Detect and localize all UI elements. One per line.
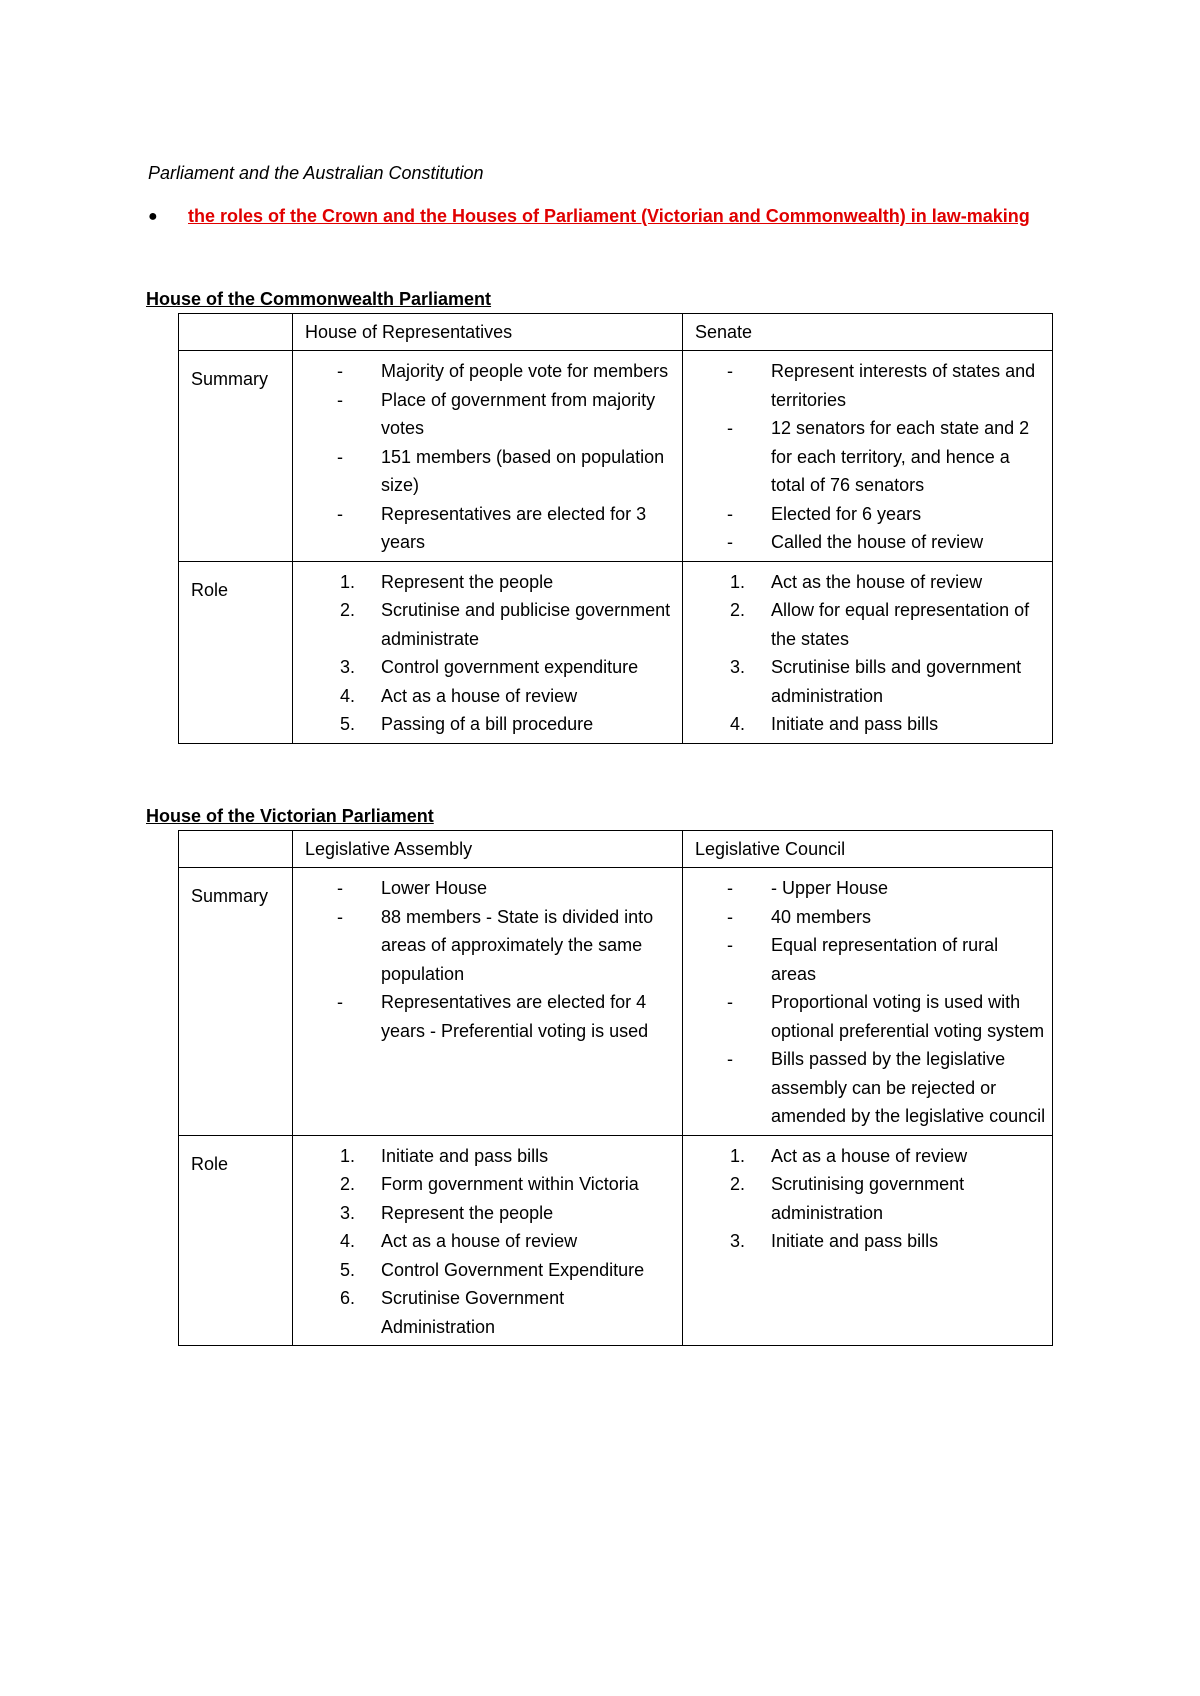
table-cell xyxy=(683,1135,1053,1346)
table-header-row xyxy=(179,831,1053,868)
table-row xyxy=(179,561,1053,743)
list-item-text: Elected for 6 years xyxy=(771,503,922,524)
list-item xyxy=(293,1284,676,1341)
list-item xyxy=(293,988,676,1045)
list-item-text: Act as a house of review xyxy=(771,1145,968,1166)
list-item xyxy=(683,903,1046,932)
list-dash: - xyxy=(727,1049,733,1069)
list-dash: - xyxy=(337,361,343,381)
list-item xyxy=(683,653,1046,710)
list-item xyxy=(293,596,676,653)
list-item-text: Scrutinise Government Administration xyxy=(381,1288,565,1337)
list-item xyxy=(293,1199,676,1228)
table-cell xyxy=(293,1135,683,1346)
list-item-text: Allow for equal representation of the states xyxy=(771,600,1030,649)
list-dash: - xyxy=(727,935,733,955)
table-cell xyxy=(293,868,683,1136)
list-item-text: Form government within Victoria xyxy=(381,1174,639,1194)
list-item xyxy=(683,1170,1046,1227)
commonwealth-table xyxy=(178,313,1053,744)
list-item-text: Passing of a bill procedure xyxy=(381,714,594,734)
list-item xyxy=(293,500,676,557)
document-title: Parliament and the Australian Constitution xyxy=(148,163,484,183)
list-number: 3. xyxy=(339,657,355,677)
list-item xyxy=(293,710,676,739)
list-item xyxy=(683,874,1046,903)
list-item-text: Proportional voting is used with optional preferential voting system xyxy=(771,992,1045,1041)
table-row xyxy=(179,351,1053,562)
list-item xyxy=(293,874,676,903)
list-dash: - xyxy=(337,906,343,927)
table-cell xyxy=(293,561,683,743)
table-cell xyxy=(683,561,1053,743)
list-item xyxy=(683,568,1046,597)
list-item-text: Representatives are elected for 4 years - Preferential voting is used xyxy=(381,992,649,1041)
bullet-icon: ● xyxy=(148,208,158,225)
list-item xyxy=(293,1256,676,1285)
list-item xyxy=(683,596,1046,653)
list-number: 2. xyxy=(339,1174,355,1194)
list-dash: - xyxy=(337,446,343,467)
list-dash: - xyxy=(727,532,733,552)
list-item xyxy=(293,903,676,989)
list-item-text: Majority of people vote for members xyxy=(381,361,669,381)
list-item xyxy=(293,682,676,711)
list-item-text: Represent interests of states and territories xyxy=(771,361,1036,410)
list-item-text: Initiate and pass bills xyxy=(771,714,939,734)
list-item xyxy=(293,1142,676,1171)
list-item-text: Bills passed by the legislative assembly can be rejected or amended by the legislative council xyxy=(771,1049,1046,1126)
list-item-text: 12 senators for each state and 2 for each territory, and hence a total of 76 senators xyxy=(771,418,1030,495)
column-header: Senate xyxy=(683,314,1053,351)
list-number: 3. xyxy=(729,657,745,677)
list-item-text: Representatives are elected for 3 years xyxy=(381,503,647,552)
list-item xyxy=(683,1045,1046,1131)
list-number: 2. xyxy=(729,1174,745,1194)
list-item xyxy=(683,931,1046,988)
list-dash: - xyxy=(727,906,733,927)
list-number: 5. xyxy=(339,714,355,734)
list-item-text: Act as a house of review xyxy=(381,685,578,706)
list-number: 4. xyxy=(339,1231,355,1251)
list-dash: - xyxy=(337,389,343,410)
list-item-text: Act as a house of review xyxy=(381,1231,578,1251)
list-item xyxy=(293,357,676,386)
list-number: 2. xyxy=(339,600,355,620)
column-header: House of Representatives xyxy=(293,314,683,351)
list-item xyxy=(683,528,1046,557)
list-number: 6. xyxy=(339,1288,355,1308)
list-item xyxy=(293,653,676,682)
list-number: 1. xyxy=(339,571,355,592)
row-label: Summary xyxy=(179,351,293,562)
list-dash: - xyxy=(727,503,733,524)
table-cell xyxy=(683,351,1053,562)
list-number: 1. xyxy=(729,1145,745,1166)
list-dash: - xyxy=(337,992,343,1012)
list-number: 4. xyxy=(729,714,745,734)
list-item-text: Place of government from majority votes xyxy=(381,389,656,438)
list-item xyxy=(683,357,1046,414)
list-item-text: - Upper House xyxy=(771,878,889,898)
table-header-row xyxy=(179,314,1053,351)
list-dash: - xyxy=(727,361,733,381)
list-item-text: Act as the house of review xyxy=(771,571,983,592)
table-row xyxy=(179,868,1053,1136)
empty-header-cell xyxy=(179,831,293,868)
row-label: Summary xyxy=(179,868,293,1136)
victorian-heading: House of the Victorian Parliament xyxy=(146,806,434,826)
list-item xyxy=(683,988,1046,1045)
list-item-text: Initiate and pass bills xyxy=(381,1145,549,1166)
table-row xyxy=(179,1135,1053,1346)
list-dash: - xyxy=(727,418,733,438)
list-item-text: Lower House xyxy=(381,878,488,898)
list-item xyxy=(683,1227,1046,1256)
list-item-text: Represent the people xyxy=(381,1202,554,1223)
list-item xyxy=(683,710,1046,739)
list-dash: - xyxy=(337,878,343,898)
list-item-text: 40 members xyxy=(771,906,872,927)
column-header: Legislative Assembly xyxy=(293,831,683,868)
list-item-text: 151 members (based on population size) xyxy=(381,446,665,495)
topic-bullet-text: the roles of the Crown and the Houses of Parliament (Victorian and Commonwealth) in law-making xyxy=(188,206,1030,226)
victorian-table xyxy=(178,830,1053,1346)
list-item-text: Equal representation of rural areas xyxy=(771,935,999,984)
list-item-text: Control government expenditure xyxy=(381,657,639,677)
row-label: Role xyxy=(179,1135,293,1346)
column-header: Legislative Council xyxy=(683,831,1053,868)
list-item-text: Represent the people xyxy=(381,571,554,592)
list-item xyxy=(293,386,676,443)
list-item-text: Called the house of review xyxy=(771,532,984,552)
list-item xyxy=(683,414,1046,500)
list-item-text: 88 members - State is divided into areas of approximately the same population xyxy=(381,906,654,984)
list-number: 4. xyxy=(339,685,355,706)
list-dash: - xyxy=(337,503,343,524)
list-item-text: Scrutinise bills and government administration xyxy=(771,657,1022,706)
list-number: 2. xyxy=(729,600,745,620)
topic-bullet xyxy=(148,202,1048,231)
list-item xyxy=(293,568,676,597)
list-number: 5. xyxy=(339,1259,355,1280)
list-number: 1. xyxy=(339,1145,355,1166)
list-dash: - xyxy=(727,878,733,898)
list-number: 1. xyxy=(729,571,745,592)
table-cell xyxy=(293,351,683,562)
list-item-text: Scrutinising government administration xyxy=(771,1174,965,1223)
list-number: 3. xyxy=(339,1202,355,1223)
list-dash: - xyxy=(727,992,733,1012)
list-number: 3. xyxy=(729,1231,745,1251)
list-item xyxy=(293,443,676,500)
list-item-text: Initiate and pass bills xyxy=(771,1231,939,1251)
list-item xyxy=(683,500,1046,529)
list-item xyxy=(293,1227,676,1256)
table-cell xyxy=(683,868,1053,1136)
list-item-text: Control Government Expenditure xyxy=(381,1259,645,1280)
commonwealth-heading: House of the Commonwealth Parliament xyxy=(146,289,492,309)
list-item-text: Scrutinise and publicise government administrate xyxy=(381,600,671,649)
list-item xyxy=(293,1170,676,1199)
list-item xyxy=(683,1142,1046,1171)
row-label: Role xyxy=(179,561,293,743)
empty-header-cell xyxy=(179,314,293,351)
